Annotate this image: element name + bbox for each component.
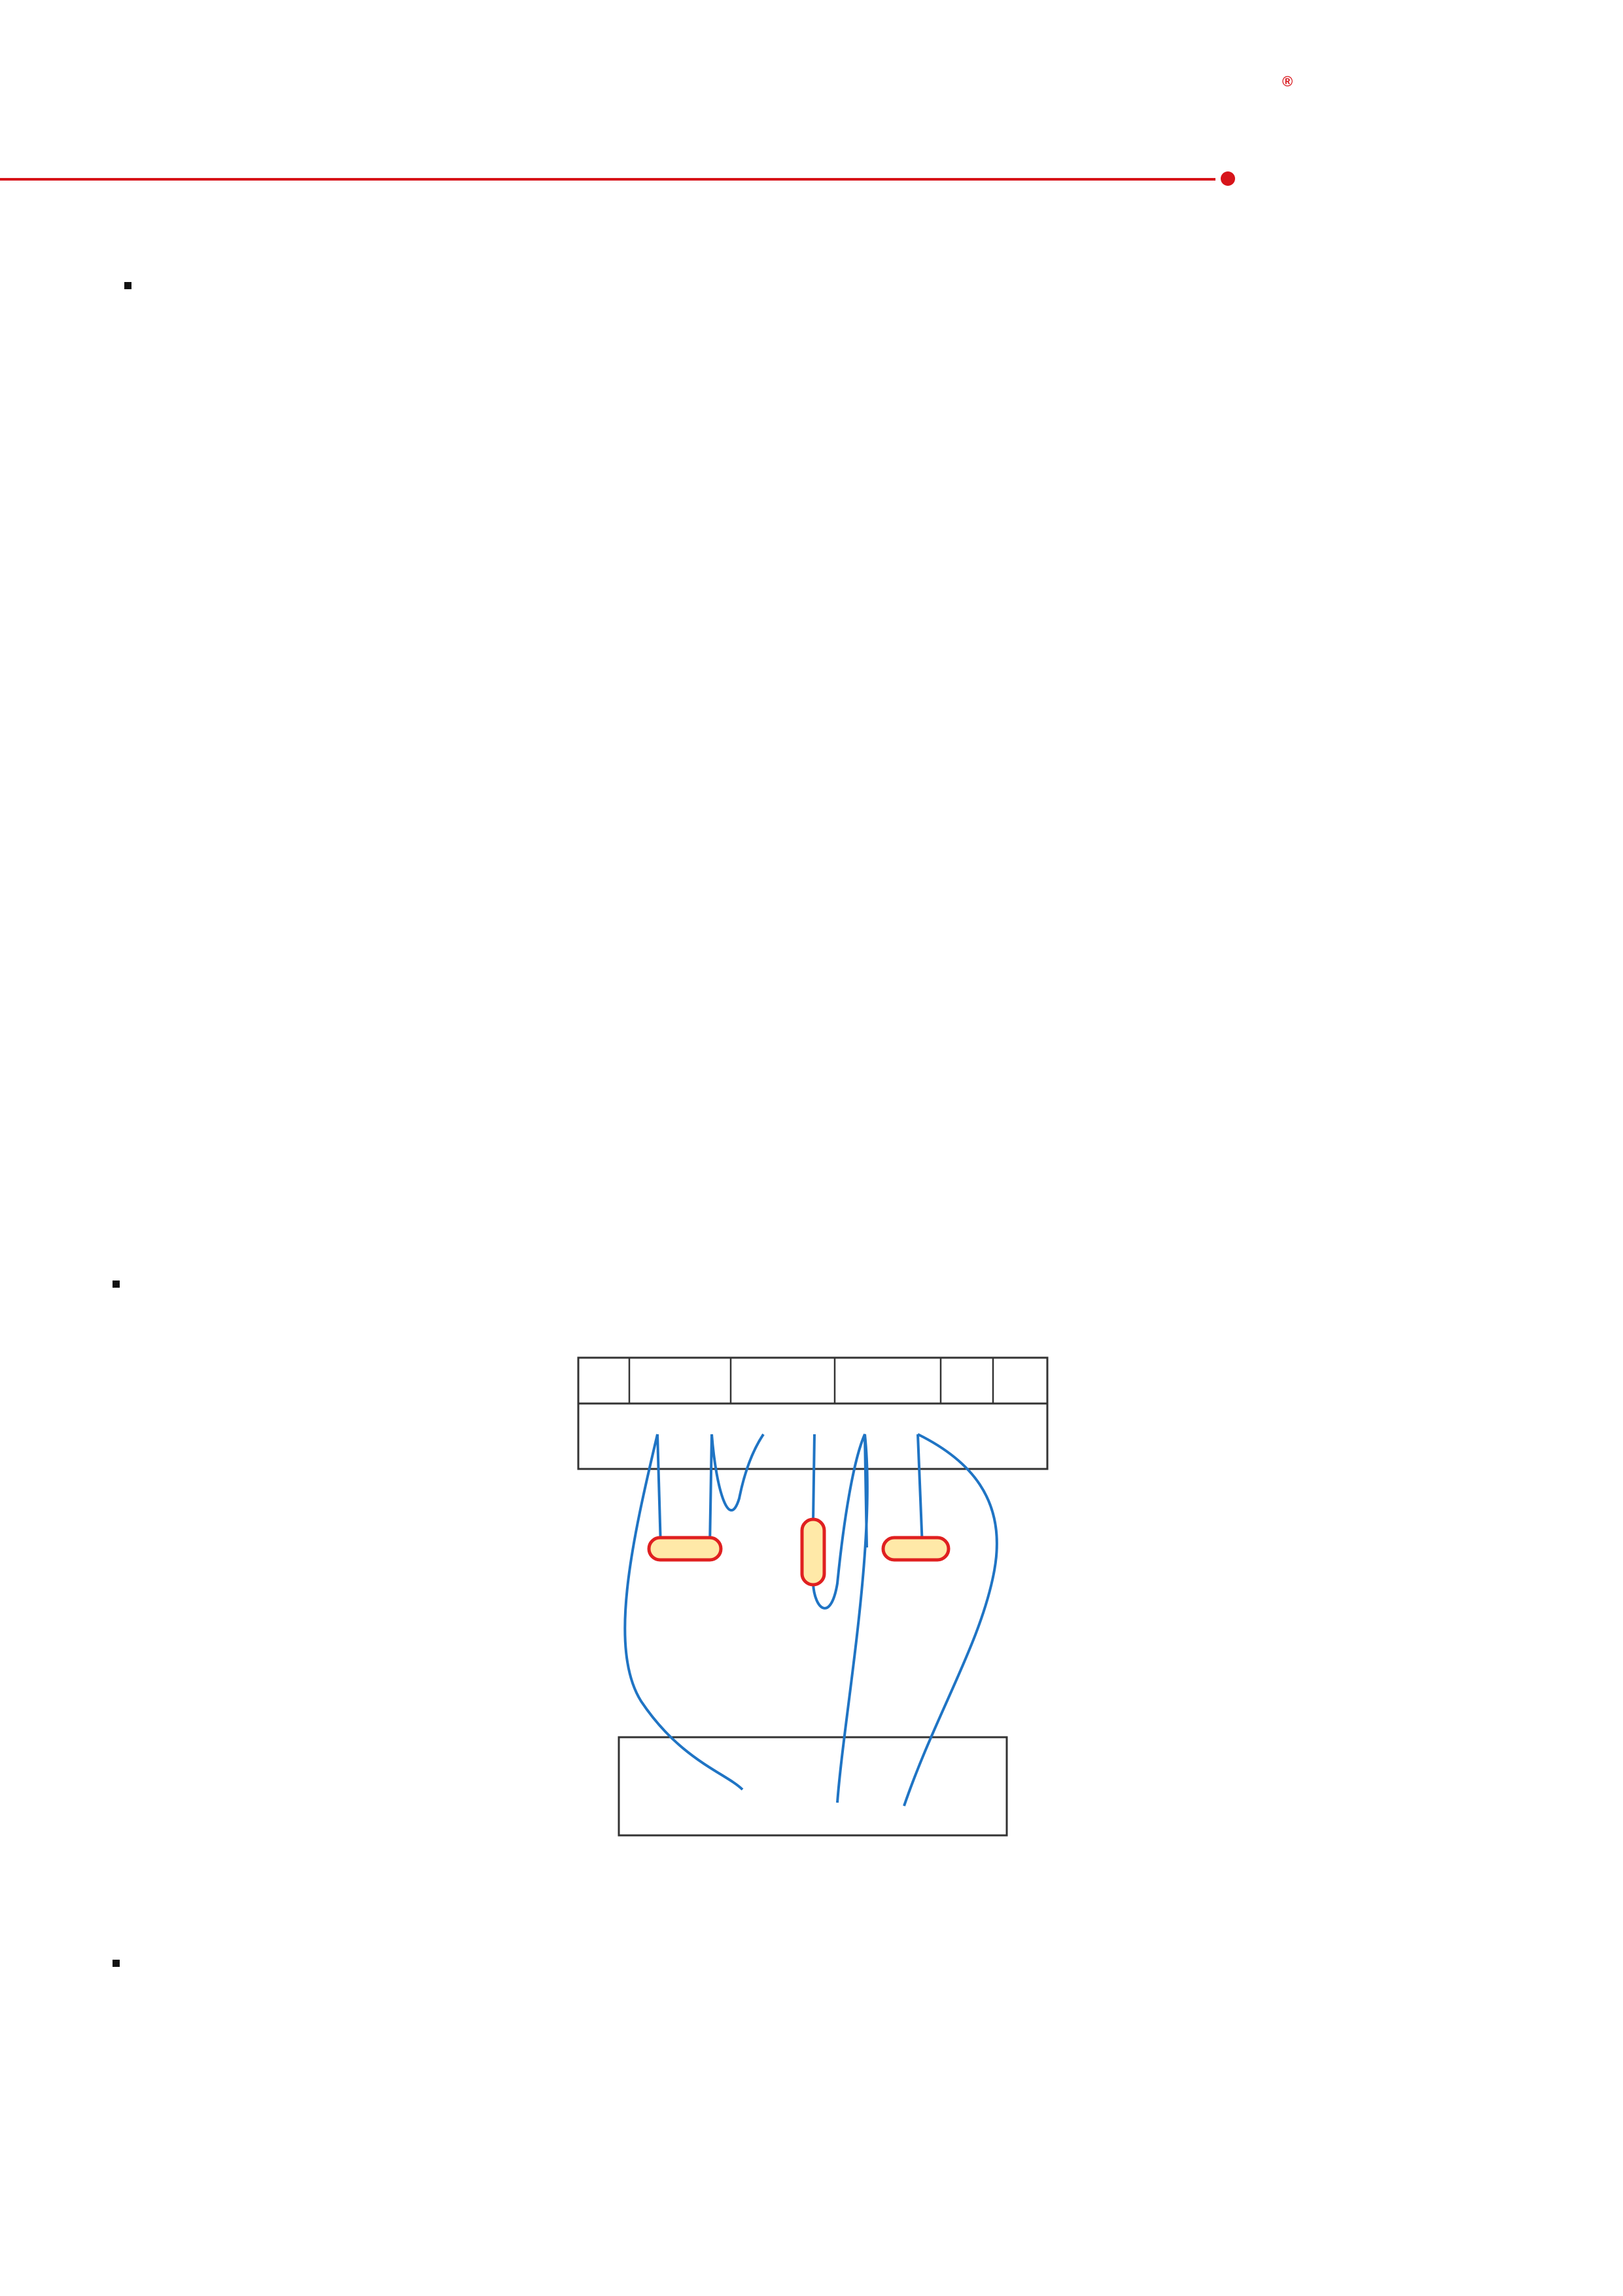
bottom-terminal-block <box>619 1737 1007 1835</box>
bullet-icon <box>124 282 131 289</box>
wiring-diagram <box>569 1348 1066 1914</box>
specification-heading <box>124 267 142 308</box>
wiring-diagram-svg <box>569 1348 1066 1911</box>
running-environment-heading <box>113 1266 130 1306</box>
available-model-heading <box>113 1945 130 1985</box>
wire-tamper-res-top <box>813 1434 814 1521</box>
bullet-icon <box>113 1280 120 1288</box>
bullet-icon <box>113 1960 120 1967</box>
resistor-1k-horizontal <box>883 1538 949 1560</box>
resistor-1k-vertical <box>802 1519 824 1585</box>
resistor-2k2 <box>649 1538 721 1560</box>
header-rule-dot <box>1221 171 1235 186</box>
header-rule <box>0 178 1215 181</box>
top-terminal-label-strip <box>578 1358 1047 1404</box>
hikvision-logo: ® <box>1282 73 1293 90</box>
